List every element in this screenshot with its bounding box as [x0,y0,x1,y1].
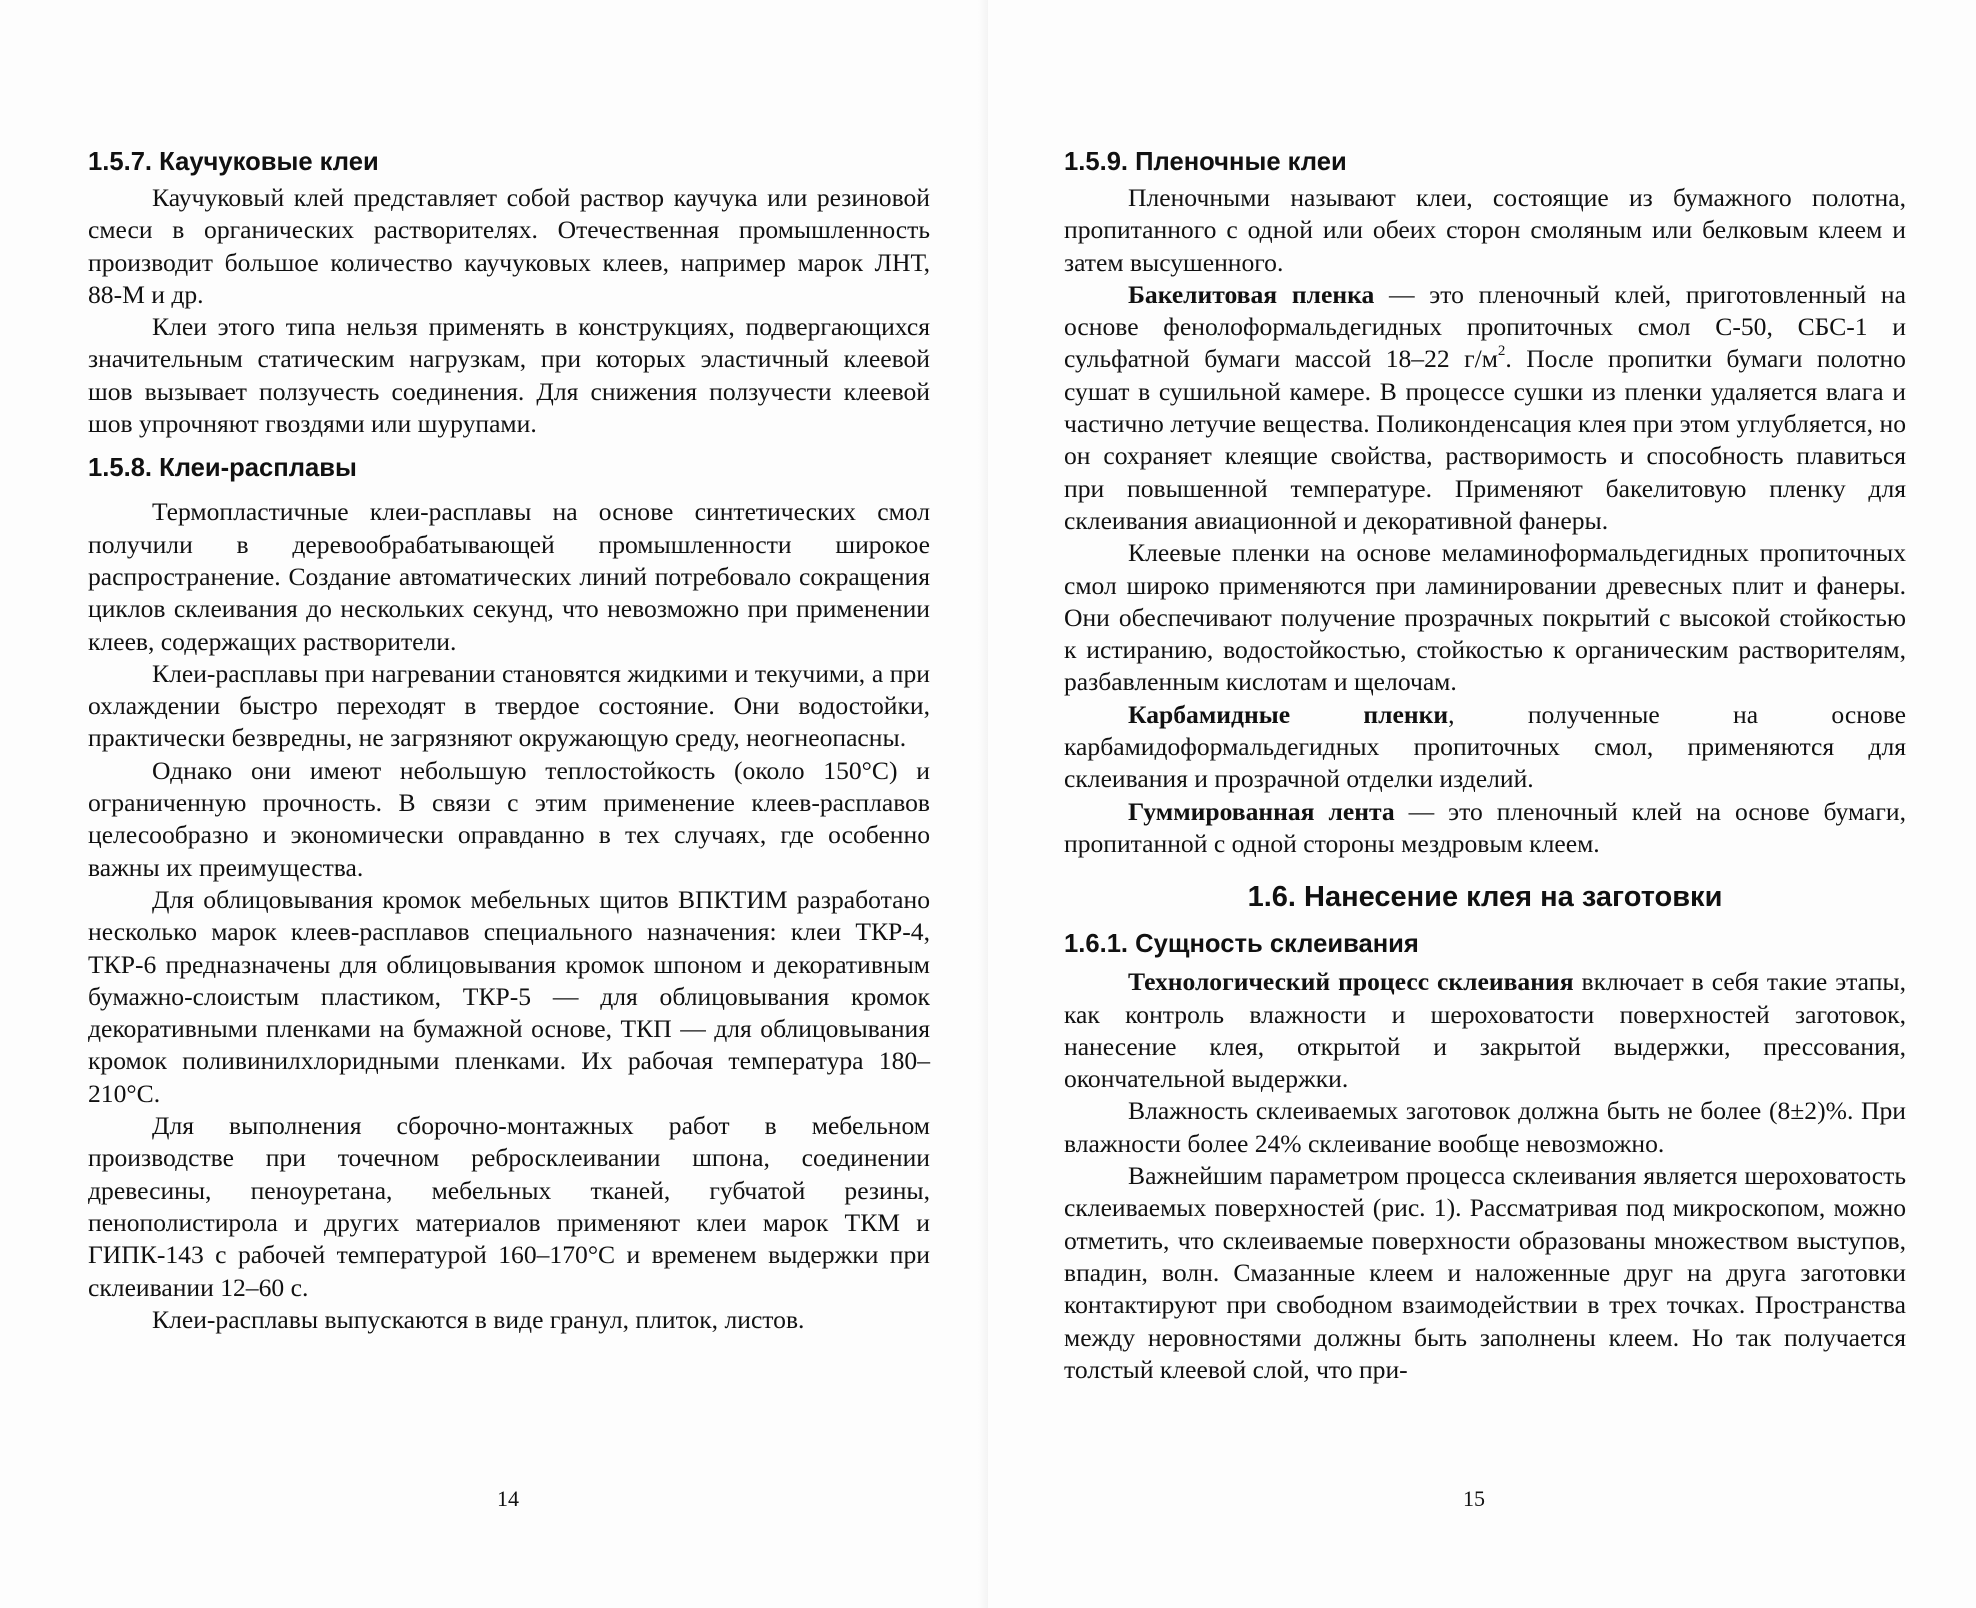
paragraph-text: . После пропитки бумаги полотно сушат в сушильной камере. В процессе сушки из пленки удаляется влага и частично летучие вещества. Поликонденсация клея при этом углубляется, но он сохраняет клеящие свойства, растворимость и способность плавиться при повышенной температуре. Применяют бакелитовую пленку для склеивания авиационной и декоративной фанеры. [1064,344,1906,535]
paragraph [1064,699,1906,796]
heading-1-5-7: 1.5.7. Каучуковые клеи [88,148,379,176]
section-title-1-6: 1.6. Нанесение клея на заготовки [1247,881,1723,914]
term-bold: Карбамидные пленки [1128,699,1449,729]
page-number: 14 [497,1486,519,1511]
paragraph: Клеевые пленки на основе меламиноформальдегидных пропиточных смол широко применяются при ламинировании древесных плит и фанеры. Они обеспечивают получение прозрачных покрытий с высокой стойкостью к истиранию, водостойкостью, стойкостью к органическим растворителям, разбавленным кислотам и щелочам. [1064,538,1906,697]
paragraph: Важнейшим параметром процесса склеивания является шероховатость склеиваемых поверхностей (рис. 1). Рассматривая под микроскопом, можно отметить, что склеиваемые поверхности образованы множеством выступов, впадин, волн. Смазанные клеем и наложенные друг на друга заготовки контактируют при свободном взаимодействии в трех точках. Пространства между неровностями должны быть заполнены клеем. Но так получается толстый клеевой слой, что при- [1064,1161,1906,1384]
paragraph: Для облицовывания кромок мебельных щитов ВПКТИМ разработано несколько марок клеев-расплавов специального назначения: клеи ТКР-4, ТКР-6 предназначены для облицовывания кромок шпоном и декоративным бумажно-слоистым пластиком, ТКР-5 — для облицовывания кромок декоративными пленками на бумажной основе, ТКП — для облицовывания кромок поливинилхлоридными пленками. Их рабочая температура 180–210°С. [88,884,930,1108]
paragraph: Термопластичные клеи-расплавы на основе синтетических смол получили в деревообрабатывающей промышленности широкое распространение. Создание автоматических линий потребовало сокращения циклов склеивания до нескольких секунд, что невозможно при применении клеев, содержащих растворители. [88,497,930,656]
paragraph: Влажность склеиваемых заготовок должна быть не более (8±2)%. При влажности более 24% склеивание вообще невозможно. [1064,1096,1906,1158]
term-bold: Технологический процесс склеивания [1128,967,1574,997]
paragraph: Клеи-расплавы выпускаются в виде гранул, плиток, листов. [152,1304,805,1334]
paragraph: Клеи этого типа нельзя применять в конструкциях, подвергающихся значительным статическим нагрузкам, при которых эластичный клеевой шов вызывает ползучесть соединения. Для снижения ползучести клеевой шов упрочняют гвоздями или шурупами. [88,312,930,439]
right-page-text [1064,146,1906,1386]
paragraph-text: , полученные на основе карбамидоформальдегидных пропиточных смол, применяются для склеивания и прозрачной отделки изделий. [1064,699,1906,794]
left-page-text [88,146,930,1336]
paragraph: Однако они имеют небольшую теплостойкость (около 150°С) и ограниченную прочность. В связи с этим применение клеев-расплавов целесообразно и экономически оправданно в тех случаях, где особенно важны их преимущества. [88,755,930,882]
page-number: 15 [1463,1486,1485,1511]
superscript: 2 [1497,343,1506,360]
paragraph [1064,966,1906,1095]
paragraph: Пленочными называют клеи, состоящие из бумажного полотна, пропитанного с одной или обеих сторон смоляным или белковым клеем и затем высушенного. [1064,183,1906,277]
right-page [988,0,1976,1608]
paragraph [1064,796,1906,861]
heading-1-5-8: 1.5.8. Клеи-расплавы [88,454,357,483]
paragraph-text: — это пленочный клей, приготовленный на основе фенолоформальдегидных пропиточных смол С-50, СБС-1 и сульфатной бумаги массой 18–22 г/м [1064,279,1906,374]
heading-1-5-9: 1.5.9. Пленочные клеи [1064,148,1347,176]
term-bold: Гуммированная лента [1128,796,1395,826]
paragraph-text: — это пленочный клей на основе бумаги, пропитанной с одной стороны мездровым клеем. [1064,796,1906,858]
heading-1-6-1: 1.6.1. Сущность склеивания [1064,930,1419,959]
paragraph: Каучуковый клей представляет собой раствор каучука или резиновой смеси в органических растворителях. Отечественная промышленность производит большое количество каучуковых клеев, например марок ЛНТ, 88-М и др. [88,183,930,309]
paragraph-text: включает в себя такие этапы, как контроль влажности и шероховатости поверхностей заготовок, нанесение клея, открытой и закрытой выдержки, прессования, окончательной выдержки. [1064,967,1906,1094]
term-bold: Бакелитовая пленка [1128,279,1375,309]
paragraph: Для выполнения сборочно-монтажных работ в мебельном производстве при точечном ребросклеивании шпона, соединении древесины, пеноуретана, мебельных тканей, губчатой резины, пенополистирола и других материалов применяют клеи марок ТКМ и ГИПК-143 с рабочей температурой 160–170°С и временем выдержки при склеивании 12–60 с. [88,1111,930,1302]
paragraph: Клеи-расплавы при нагревании становятся жидкими и текучими, а при охлаждении быстро переходят в твердое состояние. Они водостойки, практически безвредны, не загрязняют окружающую среду, неогнеопасны. [88,658,930,753]
paragraph [1064,279,1906,537]
